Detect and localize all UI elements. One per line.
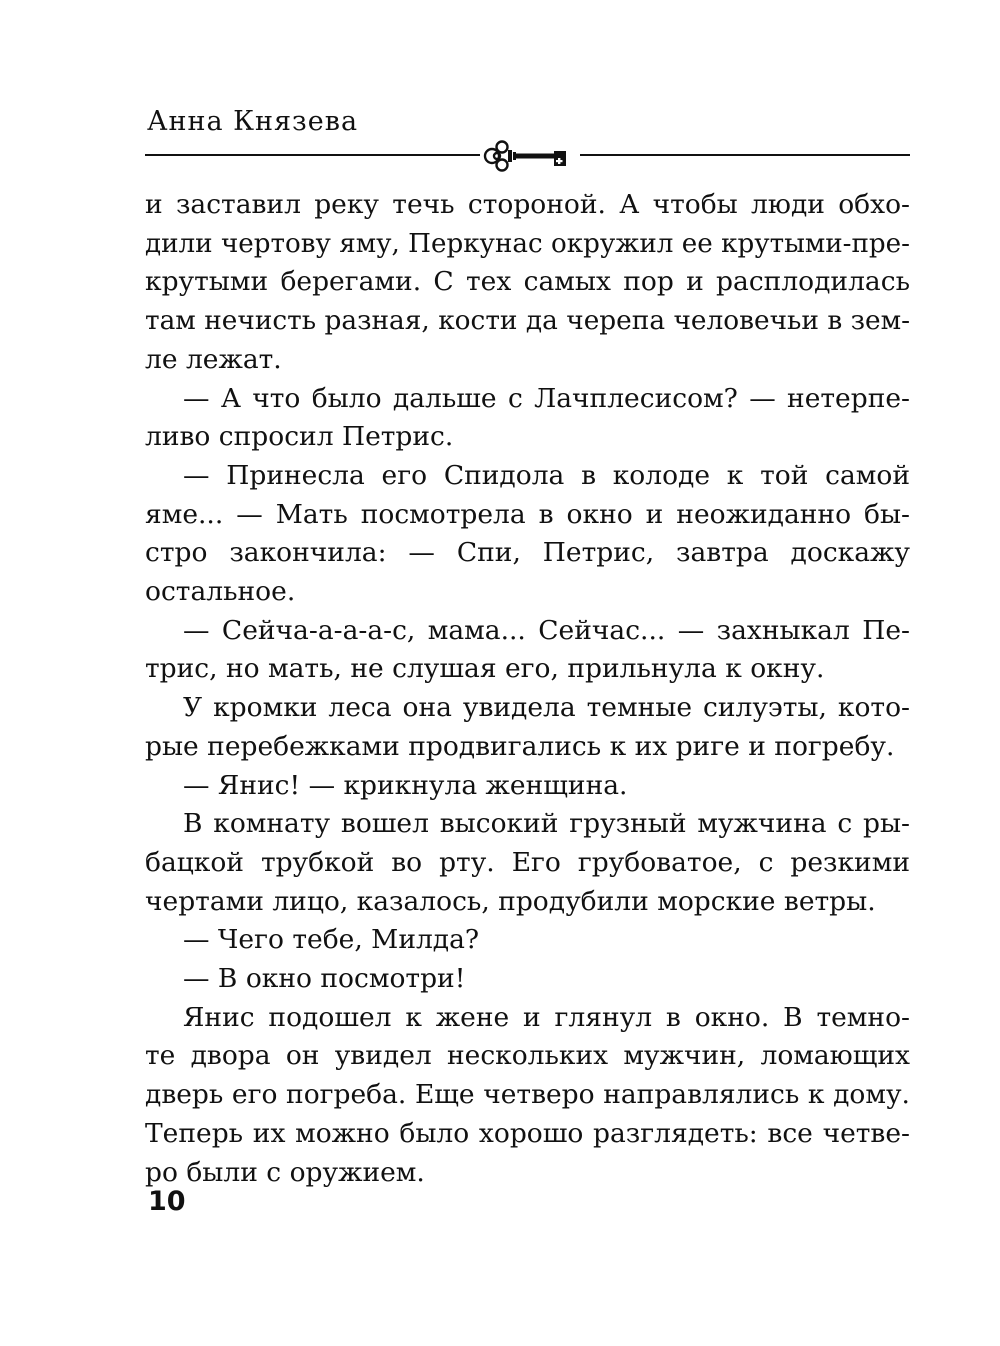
- text-line: Янис подошел к жене и глянул в окно. В темно-: [183, 1001, 910, 1033]
- text-line: бацкой трубкой во рту. Его грубоватое, с резкими: [145, 846, 910, 878]
- paragraph: [145, 999, 910, 1193]
- paragraph: [145, 612, 910, 689]
- text-line: трис, но мать, не слушая его, прильнула к окну.: [145, 653, 825, 685]
- paragraph: [145, 921, 910, 960]
- text-line: и заставил реку течь стороной. А чтобы люди обхо-: [145, 189, 910, 220]
- text-line: стро закончила: — Спи, Петрис, завтра доскажу: [145, 537, 910, 569]
- text-line: чертами лицо, казалось, продубили морские ветры.: [145, 885, 876, 917]
- text-line: ро были с оружием.: [145, 1156, 425, 1188]
- text-line: ле лежат.: [145, 343, 282, 375]
- paragraph: [145, 805, 910, 921]
- running-header: [145, 106, 910, 166]
- text-line: — А что было дальше с Лачплесисом? — нетерпе-: [183, 382, 910, 414]
- text-line: — Чего тебе, Милда?: [183, 924, 480, 956]
- paragraph: [145, 960, 910, 999]
- text-line: — Принесла его Спидола в колоде к той самой: [183, 459, 910, 491]
- text-line: ливо спросил Петрис.: [145, 421, 454, 453]
- text-line: — Сейча-а-а-а-с, мама... Сейчас... — захныкал Пе-: [183, 614, 910, 646]
- text-line: Теперь их можно было хорошо разглядеть: все четве-: [145, 1117, 910, 1149]
- text-line: дверь его погреба. Еще четверо направлялись к дому.: [145, 1079, 910, 1111]
- paragraph: [145, 457, 910, 612]
- key-icon: [480, 136, 580, 176]
- paragraph: [145, 380, 910, 457]
- text-line: рые перебежками продвигались к их риге и погребу.: [145, 730, 895, 762]
- text-line: У кромки леса она увидела темные силуэты, кото-: [183, 692, 910, 724]
- text-line: В комнату вошел высокий грузный мужчина с ры-: [183, 808, 910, 840]
- text-line: — В окно посмотри!: [183, 963, 466, 995]
- paragraph: [145, 767, 910, 806]
- body-text: [145, 186, 910, 1192]
- text-line: остальное.: [145, 576, 296, 608]
- text-line: дили чертову яму, Перкунас окружил ее крутыми-пре-: [145, 228, 910, 259]
- text-line: там нечисть разная, кости да черепа человечьи в зем-: [145, 306, 910, 337]
- text-line: — Янис! — крикнула женщина.: [183, 769, 628, 801]
- author-name: Анна Князева: [147, 106, 359, 137]
- page-number: 10: [148, 1186, 186, 1217]
- paragraph: [145, 689, 910, 766]
- text-line: яме... — Мать посмотрела в окно и неожиданно бы-: [145, 498, 910, 530]
- text-line: те двора он увидел нескольких мужчин, ломающих: [145, 1040, 910, 1072]
- paragraph: [145, 186, 910, 380]
- text-line: крутыми берегами. С тех самых пор и расплодилась: [145, 266, 910, 298]
